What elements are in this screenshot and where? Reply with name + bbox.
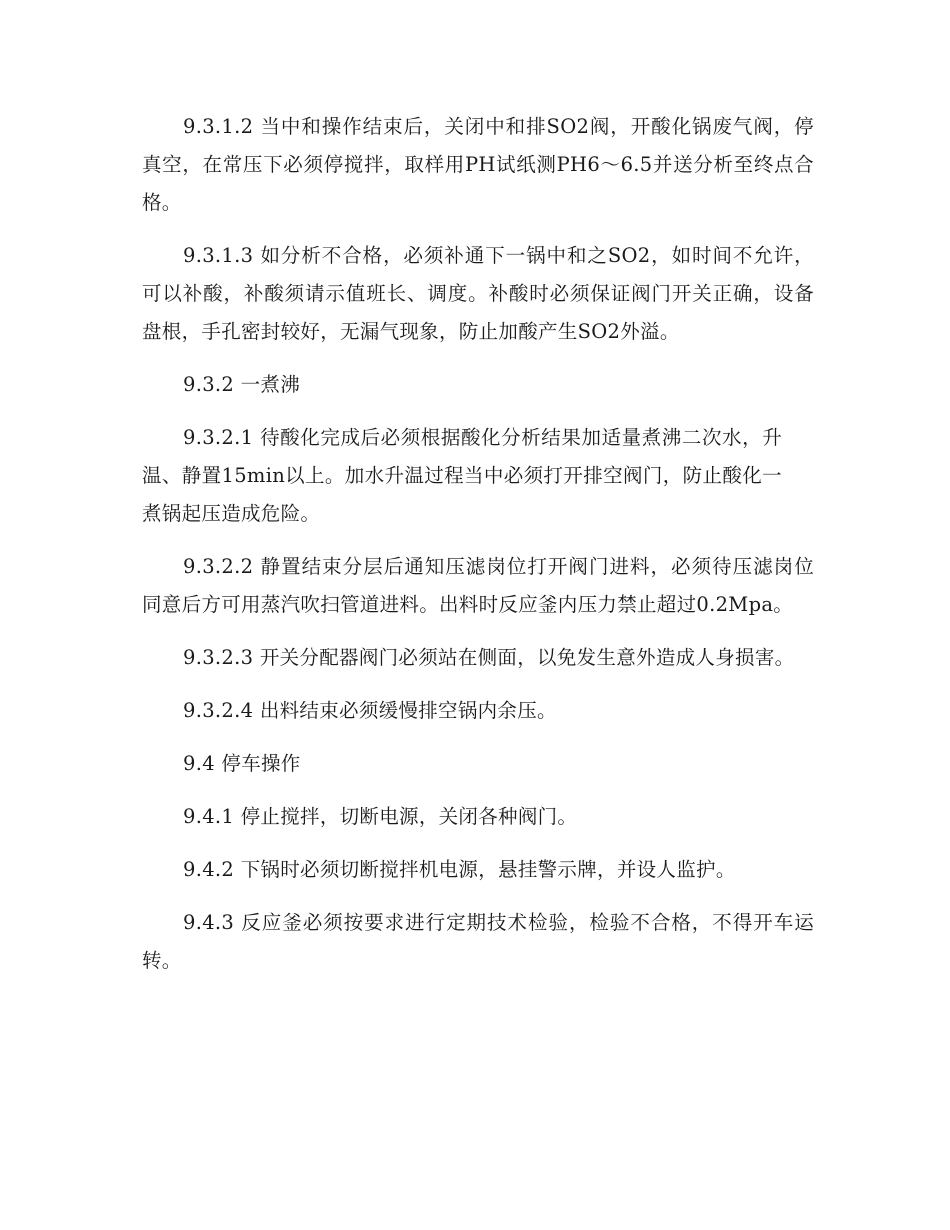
document-body — [142, 108, 814, 995]
paragraph-9-4-3: 9.4.3 反应釜必须按要求进行定期技术检验，检验不合格，不得开车运转。 — [142, 911, 814, 972]
paragraph-9-4-2: 9.4.2 下锅时必须切断搅拌机电源，悬挂警示牌，并设人监护。 — [183, 858, 736, 881]
paragraph-9-3-2-1: 9.3.2.1 待酸化完成后必须根据酸化分析结果加适量煮沸二次水，升温、静置15min以上。加水升温过程当中必须打开排空阀门，防止酸化一煮锅起压造成危险。 — [142, 426, 782, 525]
paragraph-9-3-2-3: 9.3.2.3 开关分配器阀门必须站在侧面，以免发生意外造成人身损害。 — [183, 646, 795, 669]
paragraph-9-3-2-2: 9.3.2.2 静置结束分层后通知压滤岗位打开阀门进料，必须待压滤岗位同意后方可用蒸汽吹扫管道进料。出料时反应釜内压力禁止超过0.2Mpa。 — [142, 555, 814, 616]
paragraph-9-3-1-2: 9.3.1.2 当中和操作结束后，关闭中和排SO2阀，开酸化锅废气阀，停真空，在常压下必须停搅拌，取样用PH试纸测PH6～6.5并送分析至终点合格。 — [142, 115, 814, 214]
section-heading-9-3-2: 9.3.2 一煮沸 — [183, 373, 301, 396]
paragraph-9-3-2-4: 9.3.2.4 出料结束必须缓慢排空锅内余压。 — [183, 699, 557, 722]
paragraph-9-3-1-3: 9.3.1.3 如分析不合格，必须补通下一锅中和之SO2，如时间不允许，可以补酸，补酸须请示值班长、调度。补酸时必须保证阀门开关正确，设备盘根，手孔密封较好，无漏气现象，防止加酸产生SO2外溢。 — [142, 244, 814, 343]
section-heading-9-4: 9.4 停车操作 — [183, 752, 301, 775]
paragraph-9-4-1: 9.4.1 停止搅拌，切断电源，关闭各种阀门。 — [183, 805, 578, 828]
